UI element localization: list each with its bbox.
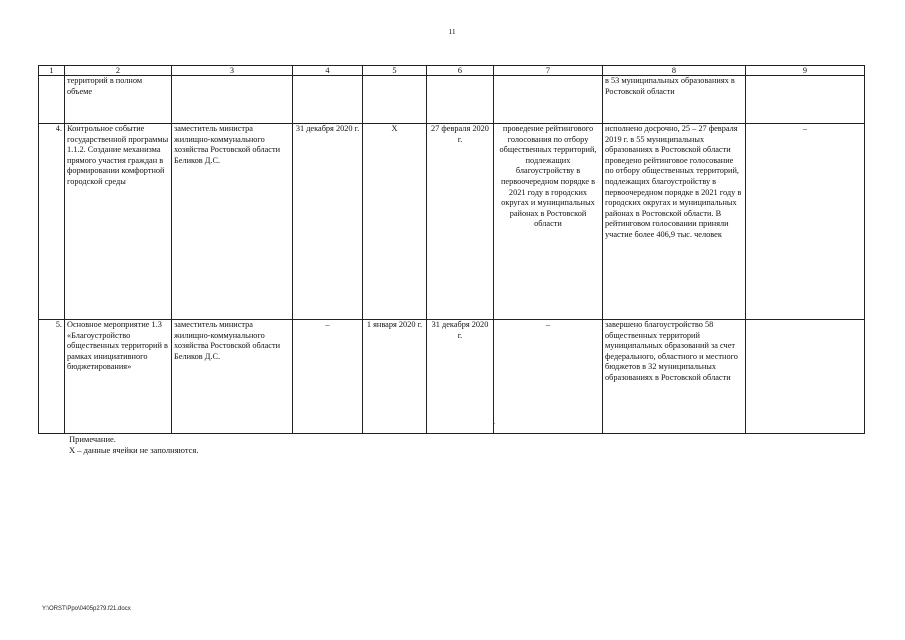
table-row-continuation	[39, 76, 865, 124]
responsible-cell: заместитель министра жилищно-коммунального хозяйства Ростовской области Беликов Д.С.	[172, 124, 293, 320]
responsible-cell: заместитель министра жилищно-коммунального хозяйства Ростовской области Беликов Д.С.	[172, 320, 293, 434]
file-path-footer: Y:\ORST\Ppo\0405p279.f21.docx	[42, 606, 131, 612]
actual-start-cell: 1 января 2020 г.	[363, 320, 427, 434]
actual-result-cell: завершено благоустройство 58 общественных территорий муниципальных образований за счет федерального, областного и местного бюджетов в 32 муниципальных образованиях в Ростовской области	[603, 320, 746, 434]
planned-result-cell: –	[494, 320, 603, 434]
row-number: 5.	[39, 320, 65, 434]
report-table	[38, 65, 865, 434]
reasons-cell: –	[746, 124, 865, 320]
continued-name-cell: территорий в полном объеме	[65, 76, 172, 124]
reasons-cell	[746, 320, 865, 434]
column-number-row	[39, 66, 865, 76]
header-cell: 1	[39, 66, 65, 76]
actual-start-cell: X	[363, 124, 427, 320]
note-text: X – данные ячейки не заполняются.	[69, 445, 199, 455]
event-name-cell: Контрольное событие государственной программы 1.1.2. Создание механизма прямого участия граждан в формировании комфортной городской среды	[65, 124, 172, 320]
header-cell: 2	[65, 66, 172, 76]
note-title: Примечание.	[69, 434, 116, 444]
stray-mark: .	[494, 420, 496, 426]
table-row-4	[39, 124, 865, 320]
continued-result-cell: в 53 муниципальных образованиях в Ростовской области	[603, 76, 746, 124]
header-cell: 5	[363, 66, 427, 76]
header-cell: 7	[494, 66, 603, 76]
planned-end-cell: 31 декабря 2020 г.	[293, 124, 363, 320]
event-name-cell: Основное мероприятие 1.3 «Благоустройство общественных территорий в рамках инициативного бюджетирования»	[65, 320, 172, 434]
row-number: 4.	[39, 124, 65, 320]
page-number: 11	[448, 27, 456, 36]
actual-result-cell: исполнено досрочно, 25 – 27 февраля 2019 г. в 55 муниципальных образованиях в Ростовской области проведено рейтинговое голосование по отбору общественных территорий, подлежащих благоустройству в первоочередном порядке в 2021 году в городских округах и муниципальных районах в Ростовской области. В рейтинговом голосовании приняли участие более 406,9 тыс. человек	[603, 124, 746, 320]
header-cell: 8	[603, 66, 746, 76]
note-block	[69, 434, 198, 456]
header-cell: 4	[293, 66, 363, 76]
actual-end-cell: 27 февраля 2020 г.	[427, 124, 494, 320]
header-cell: 6	[427, 66, 494, 76]
table-row-5	[39, 320, 865, 434]
header-cell: 3	[172, 66, 293, 76]
planned-end-cell: –	[293, 320, 363, 434]
actual-end-cell: 31 декабря 2020 г.	[427, 320, 494, 434]
planned-result-cell: проведение рейтингового голосования по отбору общественных территорий, подлежащих благоустройству в первоочередном порядке в 2021 году в городских округах и муниципальных районах в Ростовской области	[494, 124, 603, 320]
header-cell: 9	[746, 66, 865, 76]
